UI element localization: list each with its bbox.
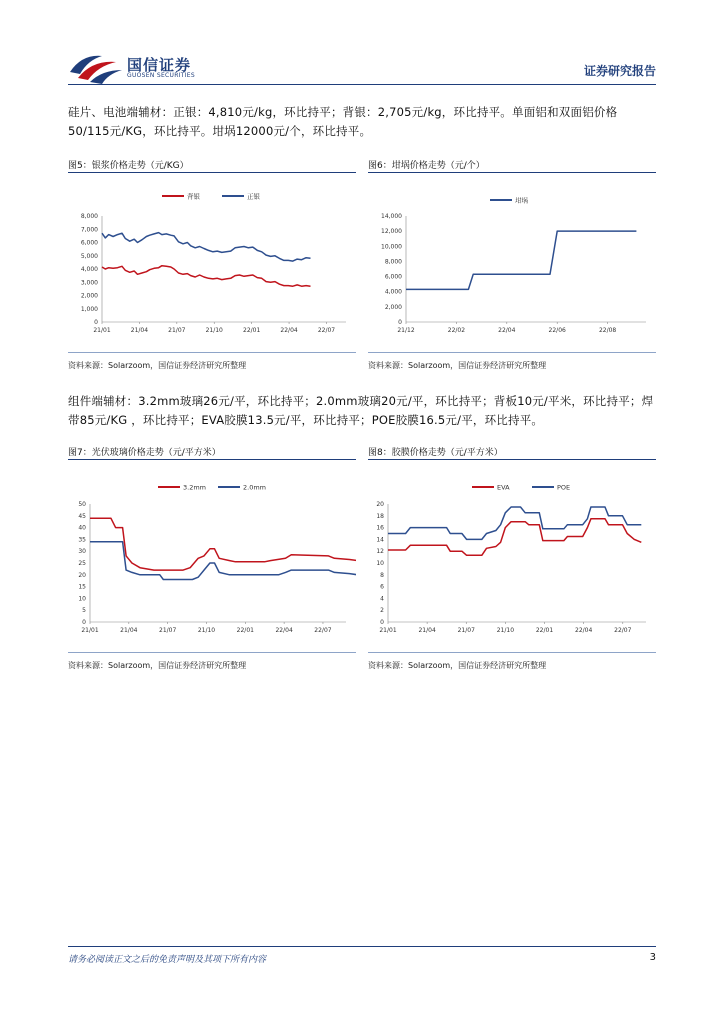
x-tick-label: 21/01 — [81, 627, 99, 634]
brand-logo — [68, 50, 268, 84]
figure-title: 图6：坩埚价格走势（元/个） — [368, 161, 485, 171]
y-tick-label: 2,000 — [80, 292, 98, 300]
legend-label: 3.2mm — [183, 483, 207, 492]
x-tick-label: 21/07 — [159, 627, 177, 634]
series-line — [406, 231, 636, 289]
x-tick-label: 22/01 — [243, 327, 261, 334]
y-tick-label: 4 — [380, 595, 384, 603]
y-tick-label: 20 — [376, 501, 384, 508]
y-tick-label: 12,000 — [381, 228, 402, 236]
figure-source: 资料来源：Solarzoom，国信证券经济研究所整理 — [368, 661, 547, 670]
y-tick-label: 10 — [78, 595, 86, 603]
legend-label: 坩埚 — [515, 196, 528, 205]
chart-pv-glass — [68, 472, 356, 644]
figure-divider — [368, 652, 656, 653]
document-type: 证券研究报告 — [583, 64, 656, 78]
y-tick-label: 0 — [398, 319, 402, 326]
x-tick-label: 21/04 — [418, 627, 436, 634]
page-number: 3 — [649, 952, 656, 963]
paragraph-cell-materials: 硅片、电池端辅材：正银：4,810元/kg，环比持平；背银：2,705元/kg，环比持平。单面铝和双面铝价格50/115元/KG，环比持平。坩埚12000元/个，环比持平。 — [68, 105, 618, 138]
x-tick-label: 21/07 — [168, 327, 186, 334]
y-tick-label: 4,000 — [384, 288, 402, 296]
y-tick-label: 0 — [82, 619, 86, 626]
disclaimer-note: 请务必阅读正文之后的免责声明及其项下所有内容 — [68, 955, 267, 965]
y-tick-label: 0 — [94, 319, 98, 326]
y-tick-label: 7,000 — [80, 226, 98, 234]
y-tick-label: 8 — [380, 571, 384, 579]
y-tick-label: 0 — [380, 619, 384, 626]
y-tick-label: 50 — [78, 501, 86, 508]
x-tick-label: 21/10 — [496, 627, 515, 634]
figure-divider — [68, 352, 356, 353]
figure-divider — [368, 172, 656, 173]
x-tick-label: 22/04 — [498, 327, 516, 334]
x-tick-label: 22/07 — [614, 627, 632, 634]
y-tick-label: 30 — [78, 548, 86, 556]
y-tick-label: 15 — [78, 583, 86, 591]
y-tick-label: 25 — [78, 560, 86, 567]
y-tick-label: 6,000 — [80, 239, 98, 247]
figure-divider — [368, 352, 656, 353]
y-tick-label: 3,000 — [80, 279, 98, 287]
x-tick-label: 22/07 — [314, 627, 332, 634]
footer-divider — [68, 946, 656, 947]
y-tick-label: 16 — [376, 524, 384, 532]
series-line — [388, 507, 641, 539]
x-tick-label: 21/04 — [130, 327, 149, 334]
x-tick-label: 22/04 — [275, 627, 293, 634]
x-tick-label: 22/07 — [317, 327, 336, 334]
y-tick-label: 14,000 — [381, 213, 402, 220]
y-tick-label: 1,000 — [80, 305, 98, 313]
figure-divider — [68, 652, 356, 653]
y-tick-label: 10,000 — [381, 243, 402, 251]
figure-title: 图8：胶膜价格走势（元/平方米） — [368, 448, 503, 458]
series-line — [90, 518, 356, 570]
x-tick-label: 22/04 — [575, 627, 593, 634]
y-tick-label: 45 — [78, 512, 86, 520]
legend-label: 背银 — [187, 192, 200, 201]
y-tick-label: 8,000 — [80, 213, 98, 220]
x-tick-label: 21/01 — [379, 627, 397, 634]
x-tick-label: 22/01 — [535, 627, 554, 634]
y-tick-label: 8,000 — [384, 258, 402, 266]
y-tick-label: 6 — [380, 583, 384, 591]
chart-encapsulant-film — [368, 472, 656, 644]
brand-name-en: GUOSEN SECURITIES — [127, 72, 196, 79]
legend-label: 正银 — [247, 192, 260, 201]
x-tick-label: 21/10 — [197, 627, 216, 634]
figure-divider — [368, 459, 656, 460]
x-tick-label: 21/10 — [205, 327, 223, 334]
x-tick-label: 21/01 — [93, 327, 111, 334]
series-line — [102, 233, 311, 262]
y-tick-label: 12 — [376, 548, 384, 556]
x-tick-label: 22/08 — [598, 327, 617, 334]
x-tick-label: 21/12 — [397, 327, 415, 334]
brand-name-cn: 国信证券 — [127, 56, 192, 74]
y-tick-label: 2 — [380, 607, 384, 615]
y-tick-label: 5,000 — [80, 252, 98, 260]
series-line — [388, 519, 641, 556]
figure-source: 资料来源：Solarzoom，国信证券经济研究所整理 — [368, 361, 547, 370]
figure-divider — [68, 459, 356, 460]
legend-label: 2.0mm — [243, 483, 267, 492]
y-tick-label: 4,000 — [80, 266, 98, 273]
figure-source: 资料来源：Solarzoom，国信证券经济研究所整理 — [68, 361, 247, 370]
y-tick-label: 2,000 — [384, 303, 402, 311]
chart-silver-paste — [68, 178, 356, 344]
y-tick-label: 20 — [78, 571, 86, 579]
x-tick-label: 21/04 — [120, 627, 138, 634]
legend-label: EVA — [497, 483, 510, 492]
x-tick-label: 22/02 — [447, 327, 466, 334]
figure-source: 资料来源：Solarzoom，国信证券经济研究所整理 — [68, 661, 247, 670]
figure-title: 图5：银浆价格走势（元/KG） — [68, 161, 189, 171]
header-divider — [68, 84, 656, 85]
chart-crucible — [368, 178, 656, 344]
figure-title: 图7：光伏玻璃价格走势（元/平方米） — [68, 448, 221, 458]
x-tick-label: 22/01 — [236, 627, 254, 634]
x-tick-label: 22/04 — [280, 327, 298, 334]
series-line — [102, 266, 311, 287]
logo-mark-icon — [68, 50, 124, 84]
page-header — [68, 50, 656, 86]
legend-label: POE — [557, 483, 571, 492]
y-tick-label: 18 — [376, 512, 384, 520]
y-tick-label: 10 — [376, 560, 384, 567]
y-tick-label: 40 — [78, 524, 86, 532]
x-tick-label: 21/07 — [457, 627, 475, 634]
y-tick-label: 5 — [82, 607, 86, 615]
y-tick-label: 14 — [376, 536, 384, 544]
y-tick-label: 6,000 — [384, 273, 402, 281]
x-tick-label: 22/06 — [548, 327, 566, 334]
y-tick-label: 35 — [78, 536, 86, 544]
figure-divider — [68, 172, 356, 173]
paragraph-module-materials: 组件端辅材：3.2mm玻璃26元/平，环比持平；2.0mm玻璃20元/平，环比持平；背板10元/平米，环比持平；焊带85元/KG ，环比持平；EVA胶膜13.5元/平，环比持平；POE胶膜16.5元/平，环比持平。 — [68, 394, 654, 427]
